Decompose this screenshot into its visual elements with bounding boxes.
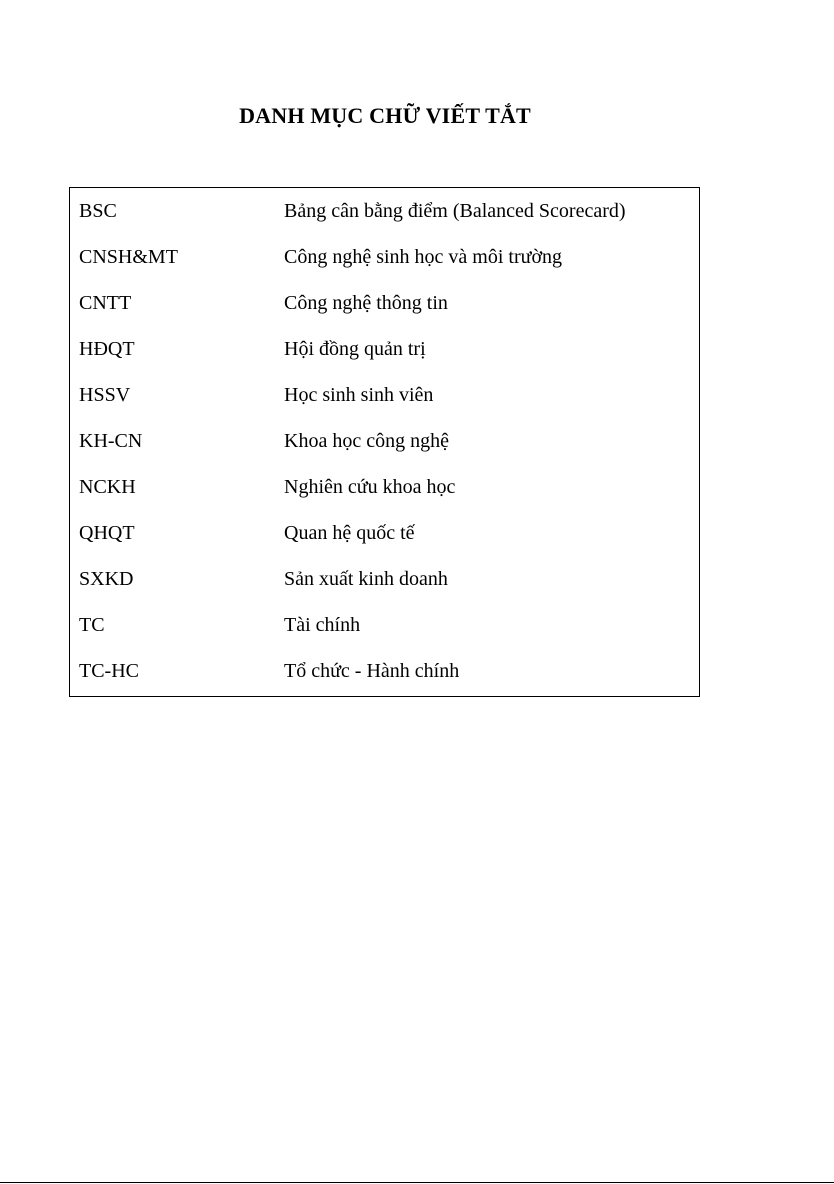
page-title: DANH MỤC CHỮ VIẾT TẮT bbox=[239, 103, 531, 128]
abbreviation-cell: TC bbox=[79, 614, 105, 636]
abbreviation-cell: CNTT bbox=[79, 292, 132, 314]
abbreviation-table bbox=[69, 187, 700, 697]
table-row bbox=[70, 188, 699, 234]
abbreviation-cell: QHQT bbox=[79, 522, 135, 544]
table-row bbox=[70, 602, 699, 648]
table-row bbox=[70, 234, 699, 280]
table-row bbox=[70, 326, 699, 372]
meaning-cell: Tổ chức - Hành chính bbox=[284, 660, 460, 682]
abbreviation-cell: KH-CN bbox=[79, 430, 143, 452]
abbreviation-cell: BSC bbox=[79, 200, 117, 222]
meaning-cell: Sản xuất kinh doanh bbox=[284, 568, 448, 590]
meaning-cell: Khoa học công nghệ bbox=[284, 430, 449, 452]
table-row bbox=[70, 418, 699, 464]
abbreviation-cell: HSSV bbox=[79, 384, 131, 406]
abbreviation-cell: SXKD bbox=[79, 568, 134, 590]
table-row bbox=[70, 464, 699, 510]
meaning-cell: Nghiên cứu khoa học bbox=[284, 476, 456, 498]
meaning-cell: Công nghệ sinh học và môi trường bbox=[284, 246, 563, 268]
meaning-cell: Hội đồng quản trị bbox=[284, 338, 426, 360]
meaning-cell: Học sinh sinh viên bbox=[284, 384, 434, 406]
abbreviation-cell: HĐQT bbox=[79, 338, 135, 360]
table-row bbox=[70, 648, 699, 694]
abbreviation-cell: NCKH bbox=[79, 476, 136, 498]
meaning-cell: Bảng cân bằng điểm (Balanced Scorecard) bbox=[284, 200, 626, 222]
page-bottom-rule bbox=[0, 1182, 834, 1183]
abbreviation-cell: CNSH&MT bbox=[79, 246, 178, 268]
meaning-cell: Tài chính bbox=[284, 614, 361, 636]
table-row bbox=[70, 280, 699, 326]
table-row bbox=[70, 510, 699, 556]
table-row bbox=[70, 372, 699, 418]
table-row bbox=[70, 556, 699, 602]
abbreviation-cell: TC-HC bbox=[79, 660, 139, 682]
meaning-cell: Quan hệ quốc tế bbox=[284, 522, 415, 544]
meaning-cell: Công nghệ thông tin bbox=[284, 292, 448, 314]
